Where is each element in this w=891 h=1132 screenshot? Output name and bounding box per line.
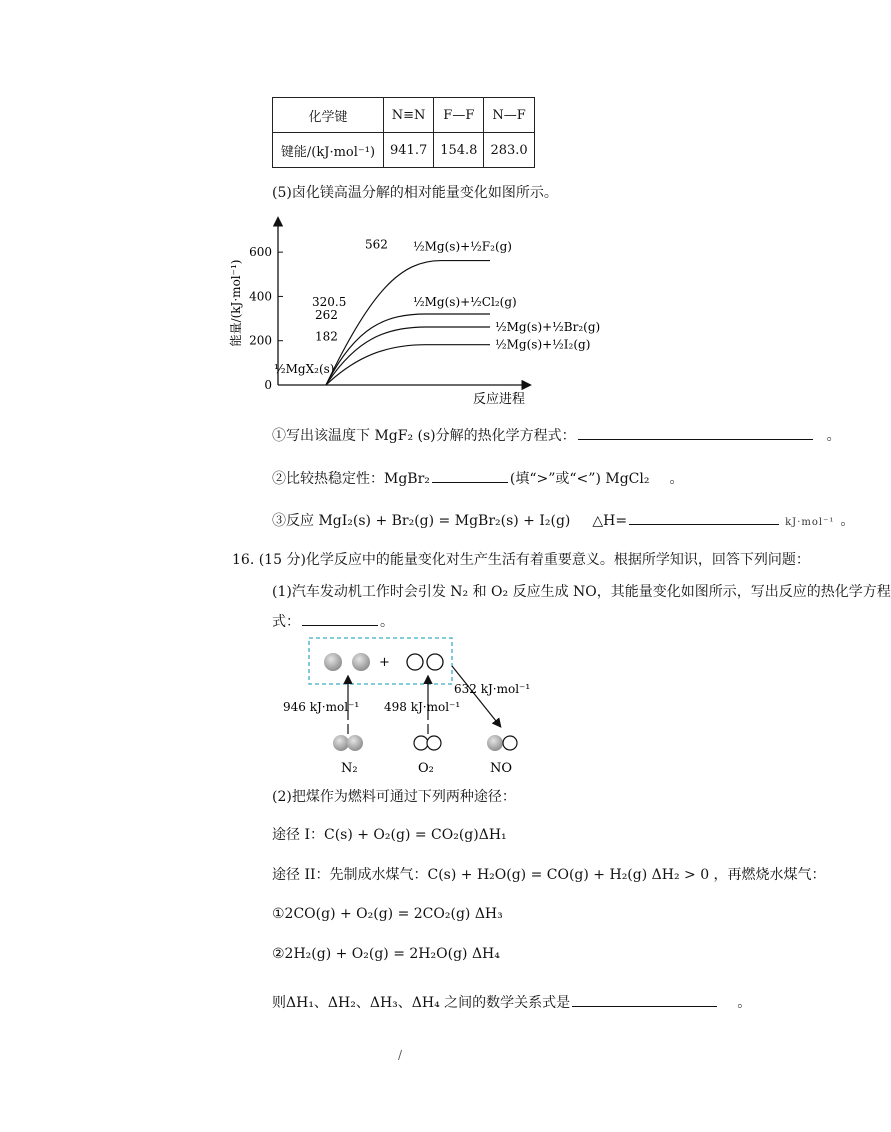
q2-answer-blank[interactable] (432, 481, 508, 483)
q16-p1-prefix: 式： (272, 614, 300, 630)
question-q3 (272, 510, 854, 530)
y-axis-label: 能量/(kJ·mol⁻¹) (229, 259, 243, 347)
no-energy-label: 632 kJ·mol⁻¹ (454, 682, 531, 696)
table-header-cell: F—F (434, 98, 484, 133)
question-q1 (272, 425, 841, 445)
q1-end: 。 (826, 428, 841, 444)
relation-end: 。 (737, 995, 752, 1011)
q16-title: 16. (15 分)化学反应中的能量变化对生产生活有着重要意义。根据所学知识，回答下列问题： (232, 552, 810, 568)
plus-sign: + (379, 655, 390, 670)
q2-end: 。 (669, 471, 684, 487)
question-q2 (272, 468, 683, 488)
q3-dh: △H= (592, 513, 628, 529)
q1-text: ①写出该温度下 MgF₂ (s)分解的热化学方程式： (272, 428, 576, 444)
data-label: 320.5 (312, 295, 347, 310)
q3-unit: kJ·mol⁻¹ (785, 517, 835, 528)
relation-text: 则ΔH₁、ΔH₂、ΔH₃、ΔH₄ 之间的数学关系式是 (272, 995, 571, 1011)
o2-label: O₂ (418, 761, 434, 776)
q16-p1-line2 (272, 611, 394, 631)
table-cell: 154.8 (434, 133, 484, 168)
route-2: 途径 II：先制成水煤气：C(s) + H₂O(g) = CO(g) + H₂(g) ΔH₂ > 0 ，再燃烧水煤气： (272, 867, 826, 883)
start-label: ½MgX₂(s) (274, 362, 335, 376)
q3-text: ③反应 MgI₂(s) + Br₂(g) = MgBr₂(s) + I₂(g) (272, 513, 571, 529)
o2-energy-label: 498 kJ·mol⁻¹ (384, 700, 461, 714)
series-line (326, 345, 490, 385)
q3-end: 。 (840, 513, 855, 529)
x-axis-label: 反应进程 (473, 392, 526, 407)
no-molecule-icon (487, 735, 503, 751)
series-name-label: ½Mg(s)+½F₂(g) (413, 239, 512, 254)
part5-intro: (5)卤化镁高温分解的相对能量变化如图所示。 (272, 185, 558, 201)
data-label: 562 (365, 237, 388, 252)
n2-label: N₂ (341, 761, 358, 776)
equation-2: ②2H₂(g) + O₂(g) = 2H₂O(g) ΔH₄ (272, 946, 500, 962)
q2-text-mid: (填“>”或“<”) MgCl₂ (509, 471, 650, 487)
o2-molecule-icon (414, 736, 428, 750)
table-row (273, 133, 535, 168)
route-1: 途径 I：C(s) + O₂(g) = CO₂(g)ΔH₁ (272, 827, 507, 843)
q16-p2: (2)把煤作为燃料可通过下列两种途径： (272, 789, 516, 805)
table-header-cell: 化学键 (273, 98, 384, 133)
data-label: 182 (315, 329, 338, 344)
page-footer: / (398, 1048, 403, 1062)
no-label: NO (490, 761, 513, 776)
y-tick-label: 600 (249, 245, 272, 260)
series-line (326, 327, 490, 385)
n-atom-icon (324, 653, 342, 671)
table-header-cell: N≡N (384, 98, 434, 133)
no-arrow (452, 666, 500, 726)
q16-p1-answer-blank[interactable] (302, 624, 378, 626)
table-header-row (273, 98, 535, 133)
n-atom-icon (352, 653, 370, 671)
q16-p1-end: 。 (380, 614, 394, 630)
q3-answer-blank[interactable] (629, 523, 779, 525)
y-tick-label: 200 (249, 333, 272, 348)
y-tick-label: 0 (264, 378, 272, 392)
series-name-label: ½Mg(s)+½Br₂(g) (495, 319, 601, 334)
data-label: 262 (315, 307, 338, 322)
equation-1: ①2CO(g) + O₂(g) = 2CO₂(g) ΔH₃ (272, 906, 503, 922)
q16-p1-line1: (1)汽车发动机工作时会引发 N₂ 和 O₂ 反应生成 NO，其能量变化如图所示，写出反应的热化学方程 (272, 584, 891, 600)
table-cell: 283.0 (484, 133, 534, 168)
relation-question (272, 992, 751, 1012)
series-name-label: ½Mg(s)+½I₂(g) (495, 337, 591, 352)
q2-text-start: ②比较热稳定性：MgBr₂ (272, 471, 430, 487)
y-tick-label: 400 (249, 289, 272, 304)
series-name-label: ½Mg(s)+½Cl₂(g) (413, 295, 517, 310)
table-header-cell: N—F (484, 98, 534, 133)
n2-energy-label: 946 kJ·mol⁻¹ (283, 700, 360, 714)
q1-answer-blank[interactable] (578, 438, 813, 440)
energy-chart (228, 205, 628, 410)
table-row-label: 键能/(kJ·mol⁻¹) (273, 133, 384, 168)
series-line (326, 261, 490, 385)
n2-molecule-icon (333, 735, 349, 751)
chart-labels (228, 238, 600, 407)
series-line (326, 314, 490, 385)
o-atom-icon (427, 654, 443, 670)
bond-energy-table (272, 97, 535, 168)
bond-energy-diagram (278, 630, 568, 780)
o-atom-icon (407, 654, 423, 670)
chart-curves (326, 261, 490, 385)
relation-answer-blank[interactable] (572, 1005, 717, 1007)
table-cell: 941.7 (384, 133, 434, 168)
